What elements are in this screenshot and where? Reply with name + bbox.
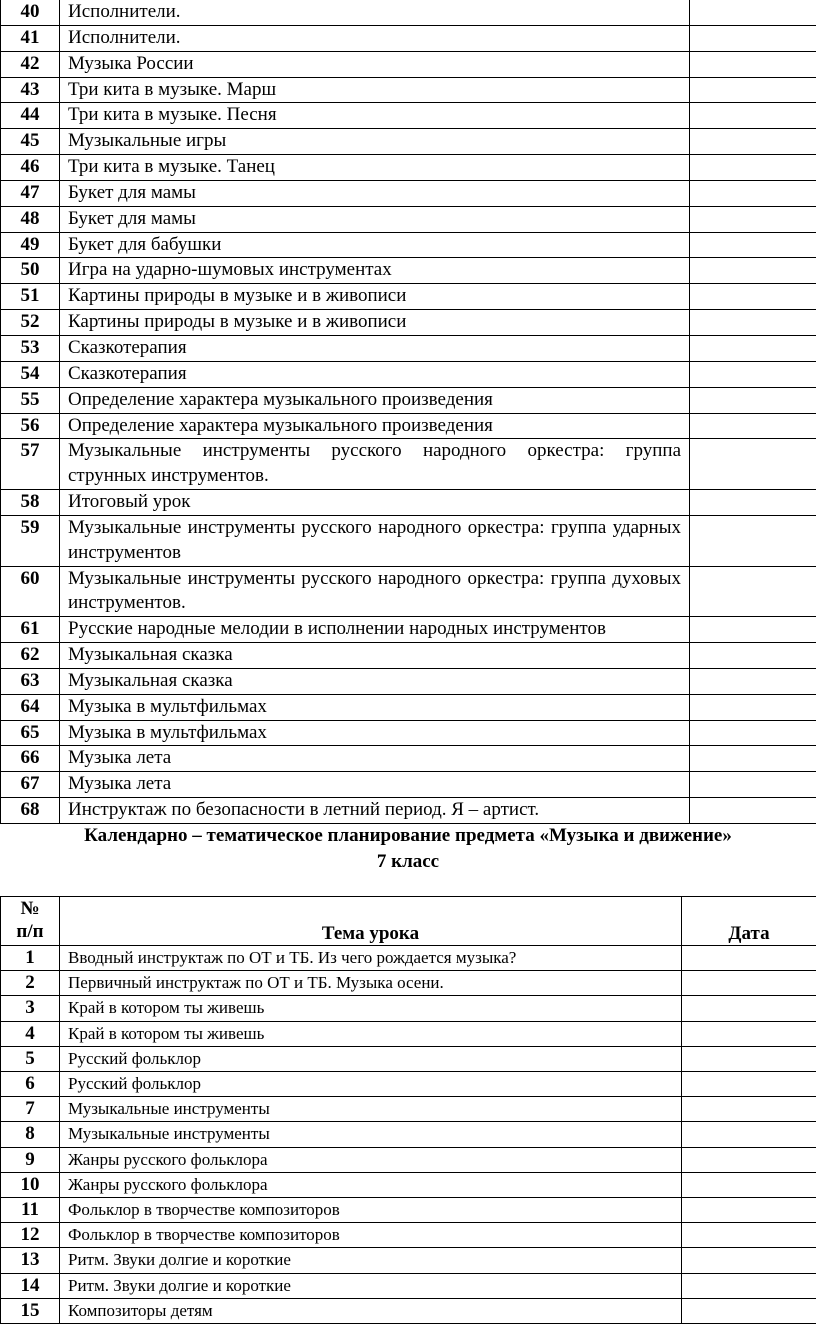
table-row xyxy=(1,77,816,103)
table-row xyxy=(1,617,816,643)
lesson-date xyxy=(682,971,816,996)
lesson-date xyxy=(682,1021,816,1046)
table-row xyxy=(1,103,816,129)
table-row xyxy=(1,1046,816,1071)
lesson-date xyxy=(682,996,816,1021)
lesson-number: 42 xyxy=(1,51,60,77)
lesson-number: 68 xyxy=(1,798,60,824)
lesson-topic: Итоговый урок xyxy=(60,490,690,516)
table-row xyxy=(1,946,816,971)
lesson-number: 9 xyxy=(1,1147,60,1172)
lesson-topic: Букет для бабушки xyxy=(60,232,690,258)
lesson-topic: Ритм. Звуки долгие и короткие xyxy=(60,1248,682,1273)
lesson-topic: Исполнители. xyxy=(60,25,690,51)
lesson-topic: Картины природы в музыке и в живописи xyxy=(60,310,690,336)
table-row xyxy=(1,1122,816,1147)
lesson-number: 66 xyxy=(1,746,60,772)
table-row xyxy=(1,180,816,206)
lesson-date xyxy=(682,1122,816,1147)
lesson-date xyxy=(682,1198,816,1223)
lesson-date xyxy=(690,258,816,284)
lesson-number: 61 xyxy=(1,617,60,643)
lesson-date xyxy=(682,1273,816,1298)
table-row xyxy=(1,1021,816,1046)
lesson-date xyxy=(690,439,816,490)
lesson-date xyxy=(690,772,816,798)
lesson-number: 53 xyxy=(1,335,60,361)
table-row xyxy=(1,720,816,746)
lesson-date xyxy=(690,361,816,387)
section-title: Календарно – тематическое планирование предмета «Музыка и движение» xyxy=(84,825,732,846)
lesson-topic: Музыкальные инструменты xyxy=(60,1122,682,1147)
lesson-topic: Определение характера музыкального произведения xyxy=(60,413,690,439)
lesson-date xyxy=(682,1298,816,1323)
lesson-date xyxy=(690,206,816,232)
lesson-topic: Определение характера музыкального произведения xyxy=(60,387,690,413)
table-row xyxy=(1,746,816,772)
lesson-number: 52 xyxy=(1,310,60,336)
lesson-number: 41 xyxy=(1,25,60,51)
header-topic: Тема урока xyxy=(60,897,682,946)
lesson-date xyxy=(682,1097,816,1122)
lesson-number: 43 xyxy=(1,77,60,103)
lesson-number: 63 xyxy=(1,668,60,694)
lesson-date xyxy=(690,232,816,258)
table-row xyxy=(1,1147,816,1172)
lesson-number: 47 xyxy=(1,180,60,206)
lesson-number: 45 xyxy=(1,129,60,155)
lesson-date xyxy=(690,798,816,824)
lesson-number: 56 xyxy=(1,413,60,439)
lesson-topic: Три кита в музыке. Марш xyxy=(60,77,690,103)
table-row xyxy=(1,310,816,336)
lesson-date xyxy=(682,1046,816,1071)
lesson-topic: Три кита в музыке. Песня xyxy=(60,103,690,129)
lesson-topic: Край в котором ты живешь xyxy=(60,1021,682,1046)
lesson-topic: Музыкальная сказка xyxy=(60,668,690,694)
table-row xyxy=(1,439,816,490)
section-grade: 7 класс xyxy=(376,851,440,872)
table-row xyxy=(1,232,816,258)
lesson-topic: Музыка России xyxy=(60,51,690,77)
table-row xyxy=(1,1248,816,1273)
lesson-date xyxy=(690,566,816,617)
table-row xyxy=(1,772,816,798)
table-row xyxy=(1,155,816,181)
table-row xyxy=(1,643,816,669)
lesson-number: 48 xyxy=(1,206,60,232)
lesson-date xyxy=(690,643,816,669)
lesson-number: 65 xyxy=(1,720,60,746)
lesson-topic: Русские народные мелодии в исполнении народных инструментов xyxy=(60,617,690,643)
lesson-number: 2 xyxy=(1,971,60,996)
lesson-number: 12 xyxy=(1,1223,60,1248)
table-row xyxy=(1,694,816,720)
lesson-number: 51 xyxy=(1,284,60,310)
lesson-number: 7 xyxy=(1,1097,60,1122)
lesson-topic: Сказкотерапия xyxy=(60,335,690,361)
lesson-number: 15 xyxy=(1,1298,60,1323)
lesson-date xyxy=(690,746,816,772)
lesson-topic: Русский фольклор xyxy=(60,1072,682,1097)
lesson-date xyxy=(690,490,816,516)
lesson-topic: Фольклор в творчестве композиторов xyxy=(60,1223,682,1248)
lesson-topic: Музыкальные инструменты русского народного оркестра: группа духовых инструментов. xyxy=(60,566,690,617)
lesson-date xyxy=(682,1172,816,1197)
header-date: Дата xyxy=(682,897,816,946)
table-row xyxy=(1,668,816,694)
lesson-date xyxy=(682,1248,816,1273)
lesson-number: 62 xyxy=(1,643,60,669)
lesson-number: 46 xyxy=(1,155,60,181)
table-row xyxy=(1,1198,816,1223)
table-row xyxy=(1,335,816,361)
lesson-date xyxy=(690,129,816,155)
lesson-topic: Музыкальные инструменты русского народного оркестра: группа струнных инструментов. xyxy=(60,439,690,490)
table-row xyxy=(1,258,816,284)
lesson-number: 1 xyxy=(1,946,60,971)
lesson-number: 54 xyxy=(1,361,60,387)
lesson-date xyxy=(690,310,816,336)
lesson-date xyxy=(690,694,816,720)
lesson-number: 10 xyxy=(1,1172,60,1197)
table-row xyxy=(1,1172,816,1197)
lesson-topic: Музыкальная сказка xyxy=(60,643,690,669)
lesson-topic: Композиторы детям xyxy=(60,1298,682,1323)
table-row xyxy=(1,284,816,310)
table-row xyxy=(1,1223,816,1248)
lesson-number: 8 xyxy=(1,1122,60,1147)
lesson-number: 44 xyxy=(1,103,60,129)
lesson-topic: Русский фольклор xyxy=(60,1046,682,1071)
lesson-topic: Музыка лета xyxy=(60,746,690,772)
table-row xyxy=(1,25,816,51)
table-row xyxy=(1,0,816,25)
lesson-date xyxy=(690,180,816,206)
table-row xyxy=(1,490,816,516)
lesson-number: 6 xyxy=(1,1072,60,1097)
lesson-number: 57 xyxy=(1,439,60,490)
lesson-number: 13 xyxy=(1,1248,60,1273)
lesson-date xyxy=(690,0,816,25)
table-row xyxy=(1,996,816,1021)
lesson-topic: Картины природы в музыке и в живописи xyxy=(60,284,690,310)
lesson-date xyxy=(690,103,816,129)
header-number-line1: № xyxy=(20,898,40,919)
lesson-date xyxy=(690,25,816,51)
table-row xyxy=(1,387,816,413)
lesson-date xyxy=(682,1147,816,1172)
lesson-topic: Сказкотерапия xyxy=(60,361,690,387)
lesson-date xyxy=(690,284,816,310)
lesson-date xyxy=(690,335,816,361)
lesson-topic: Игра на ударно-шумовых инструментах xyxy=(60,258,690,284)
table-row xyxy=(1,1298,816,1323)
lesson-number: 59 xyxy=(1,515,60,566)
lesson-topic: Жанры русского фольклора xyxy=(60,1172,682,1197)
lesson-topic: Букет для мамы xyxy=(60,180,690,206)
lesson-number: 11 xyxy=(1,1198,60,1223)
lesson-number: 4 xyxy=(1,1021,60,1046)
lesson-topic: Музыка в мультфильмах xyxy=(60,720,690,746)
table-row xyxy=(1,1072,816,1097)
lesson-topic: Букет для мамы xyxy=(60,206,690,232)
lesson-topic: Первичный инструктаж по ОТ и ТБ. Музыка осени. xyxy=(60,971,682,996)
lesson-topic: Исполнители. xyxy=(60,0,690,25)
lesson-topic: Музыкальные инструменты xyxy=(60,1097,682,1122)
lesson-topic: Музыка в мультфильмах xyxy=(60,694,690,720)
table-row xyxy=(1,566,816,617)
lesson-topic: Музыкальные инструменты русского народного оркестра: группа ударных инструментов xyxy=(60,515,690,566)
lesson-date xyxy=(690,155,816,181)
table-header-row xyxy=(1,897,816,946)
lesson-topic: Вводный инструктаж по ОТ и ТБ. Из чего рождается музыка? xyxy=(60,946,682,971)
table-row xyxy=(1,971,816,996)
lesson-topic: Жанры русского фольклора xyxy=(60,1147,682,1172)
lesson-date xyxy=(690,720,816,746)
lesson-table-grade7 xyxy=(0,896,816,1324)
table-row xyxy=(1,1097,816,1122)
table-row xyxy=(1,1273,816,1298)
lesson-date xyxy=(690,77,816,103)
lesson-number: 40 xyxy=(1,0,60,25)
lesson-topic: Музыкальные игры xyxy=(60,129,690,155)
lesson-number: 3 xyxy=(1,996,60,1021)
lesson-topic: Три кита в музыке. Танец xyxy=(60,155,690,181)
table-row xyxy=(1,515,816,566)
header-number xyxy=(1,897,60,946)
lesson-topic: Фольклор в творчестве композиторов xyxy=(60,1198,682,1223)
lesson-number: 64 xyxy=(1,694,60,720)
lesson-date xyxy=(690,413,816,439)
table-row xyxy=(1,129,816,155)
table-row xyxy=(1,413,816,439)
lesson-date xyxy=(682,1072,816,1097)
lesson-topic: Ритм. Звуки долгие и короткие xyxy=(60,1273,682,1298)
lesson-date xyxy=(682,946,816,971)
lesson-date xyxy=(690,387,816,413)
lesson-number: 14 xyxy=(1,1273,60,1298)
lesson-date xyxy=(690,668,816,694)
lesson-number: 58 xyxy=(1,490,60,516)
header-number-line2: п/п xyxy=(16,921,44,942)
table-row xyxy=(1,51,816,77)
lesson-number: 50 xyxy=(1,258,60,284)
lesson-date xyxy=(690,617,816,643)
lesson-number: 67 xyxy=(1,772,60,798)
lesson-number: 49 xyxy=(1,232,60,258)
lesson-date xyxy=(682,1223,816,1248)
table-row xyxy=(1,361,816,387)
lesson-date xyxy=(690,51,816,77)
table-row xyxy=(1,206,816,232)
lesson-topic: Музыка лета xyxy=(60,772,690,798)
lesson-topic: Инструктаж по безопасности в летний период. Я – артист. xyxy=(60,798,690,824)
lesson-topic: Край в котором ты живешь xyxy=(60,996,682,1021)
lesson-number: 5 xyxy=(1,1046,60,1071)
lesson-date xyxy=(690,515,816,566)
lesson-number: 55 xyxy=(1,387,60,413)
table-row xyxy=(1,798,816,824)
lesson-number: 60 xyxy=(1,566,60,617)
